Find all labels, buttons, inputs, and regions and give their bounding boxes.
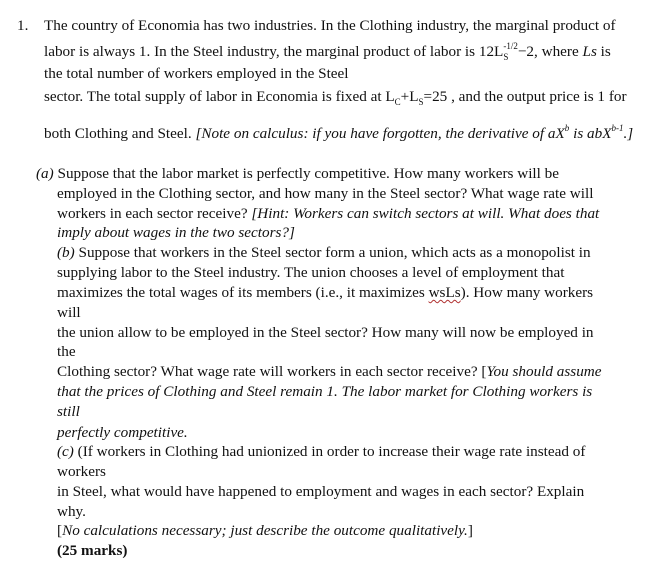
part-a-line-3 — [57, 204, 599, 223]
part-c-label: (c) — [57, 443, 74, 460]
part-b-line-10: perfectly competitive. — [57, 424, 188, 441]
text-fragment: Suppose that the labor market is perfectly competitive. How many workers will be — [53, 165, 559, 182]
text-fragment: +L — [400, 88, 419, 105]
subscript: S — [418, 97, 424, 107]
part-a-line-2: employed in the Clothing sector, and how many in the Steel sector? What wage rate will — [57, 185, 594, 202]
question-line-1: The country of Economia has two industries. In the Clothing industry, the marginal product of — [44, 17, 616, 34]
text-fragment: workers in each sector receive? — [57, 205, 252, 222]
superscript: b — [564, 123, 570, 133]
part-b-line-1 — [57, 243, 591, 262]
part-b-line-5: the union allow to be employed in the Steel sector? How many will now be employed in — [57, 324, 594, 341]
part-c-line-2: workers — [57, 463, 106, 480]
part-c-line-3: in Steel, what would have happened to employment and wages in each sector? Explain — [57, 483, 585, 500]
question-line-2 — [44, 42, 611, 61]
text-fragment: sector. The total supply of labor in Economia is fixed at L — [44, 88, 395, 105]
question-line-3: the total number of workers employed in the Steel — [44, 65, 349, 82]
part-b-line-2: supplying labor to the Steel industry. The union chooses a level of employment that — [57, 264, 565, 281]
part-b-line-7 — [57, 362, 602, 381]
part-a-line-4: imply about wages in the two sectors?] — [57, 224, 295, 241]
subscript: C — [394, 97, 401, 107]
part-b-label: (b) — [57, 244, 75, 261]
text-fragment: maximizes the total wages of its members (i.e., it maximizes — [57, 284, 429, 301]
instruction-text: No calculations necessary; just describe the outcome qualitatively. — [62, 522, 468, 539]
text-fragment: is — [596, 43, 611, 60]
calculus-note — [195, 125, 633, 142]
text-fragment: is abX — [569, 125, 612, 142]
subscript: S — [503, 52, 509, 62]
part-a-line-1 — [36, 164, 559, 183]
text-fragment: −2, where — [517, 43, 583, 60]
text-fragment: [Note on calculus: if you have forgotten, the derivative of aX — [195, 125, 565, 142]
part-b-line-8: that the prices of Clothing and Steel remain 1. The labor market for Clothing workers is — [57, 383, 593, 400]
text-fragment: ). How many workers — [460, 284, 594, 301]
part-c-line-1 — [57, 442, 585, 461]
marks-label: (25 marks) — [57, 542, 128, 559]
text-fragment: =25 , and the output price is 1 for — [423, 88, 627, 105]
part-c-line-4: why. — [57, 503, 86, 520]
part-c-line-5 — [57, 521, 473, 540]
part-a-label: (a) — [36, 165, 54, 182]
hint-text: [Hint: Workers can switch sectors at will. What does that — [251, 205, 600, 222]
variable-wsls: wsLs — [428, 284, 461, 301]
text-fragment: both Clothing and Steel. — [44, 125, 196, 142]
superscript: -1/2 — [503, 41, 518, 51]
question-number: 1. — [17, 17, 29, 34]
variable-ls: Ls — [582, 43, 597, 60]
text-fragment: [ — [57, 522, 63, 539]
part-b-line-4: will — [57, 304, 81, 321]
part-b-line-3 — [57, 283, 593, 302]
text-fragment: labor is always 1. In the Steel industry, the marginal product of labor is 12L — [44, 43, 504, 60]
text-fragment: .] — [623, 125, 634, 142]
text-fragment: Suppose that workers in the Steel sector form a union, which acts as a monopolist in — [74, 244, 591, 261]
part-b-line-6: the — [57, 343, 76, 360]
text-fragment: (If workers in Clothing had unionized in order to increase their wage rate instead of — [73, 443, 586, 460]
question-line-5 — [44, 124, 633, 143]
assumption-text: You should assume — [486, 363, 602, 380]
superscript: b-1 — [611, 123, 624, 133]
text-fragment: ] — [467, 522, 473, 539]
question-line-4 — [44, 87, 627, 106]
text-fragment: Clothing sector? What wage rate will workers in each sector receive? [ — [57, 363, 487, 380]
part-b-line-9: still — [57, 403, 80, 420]
